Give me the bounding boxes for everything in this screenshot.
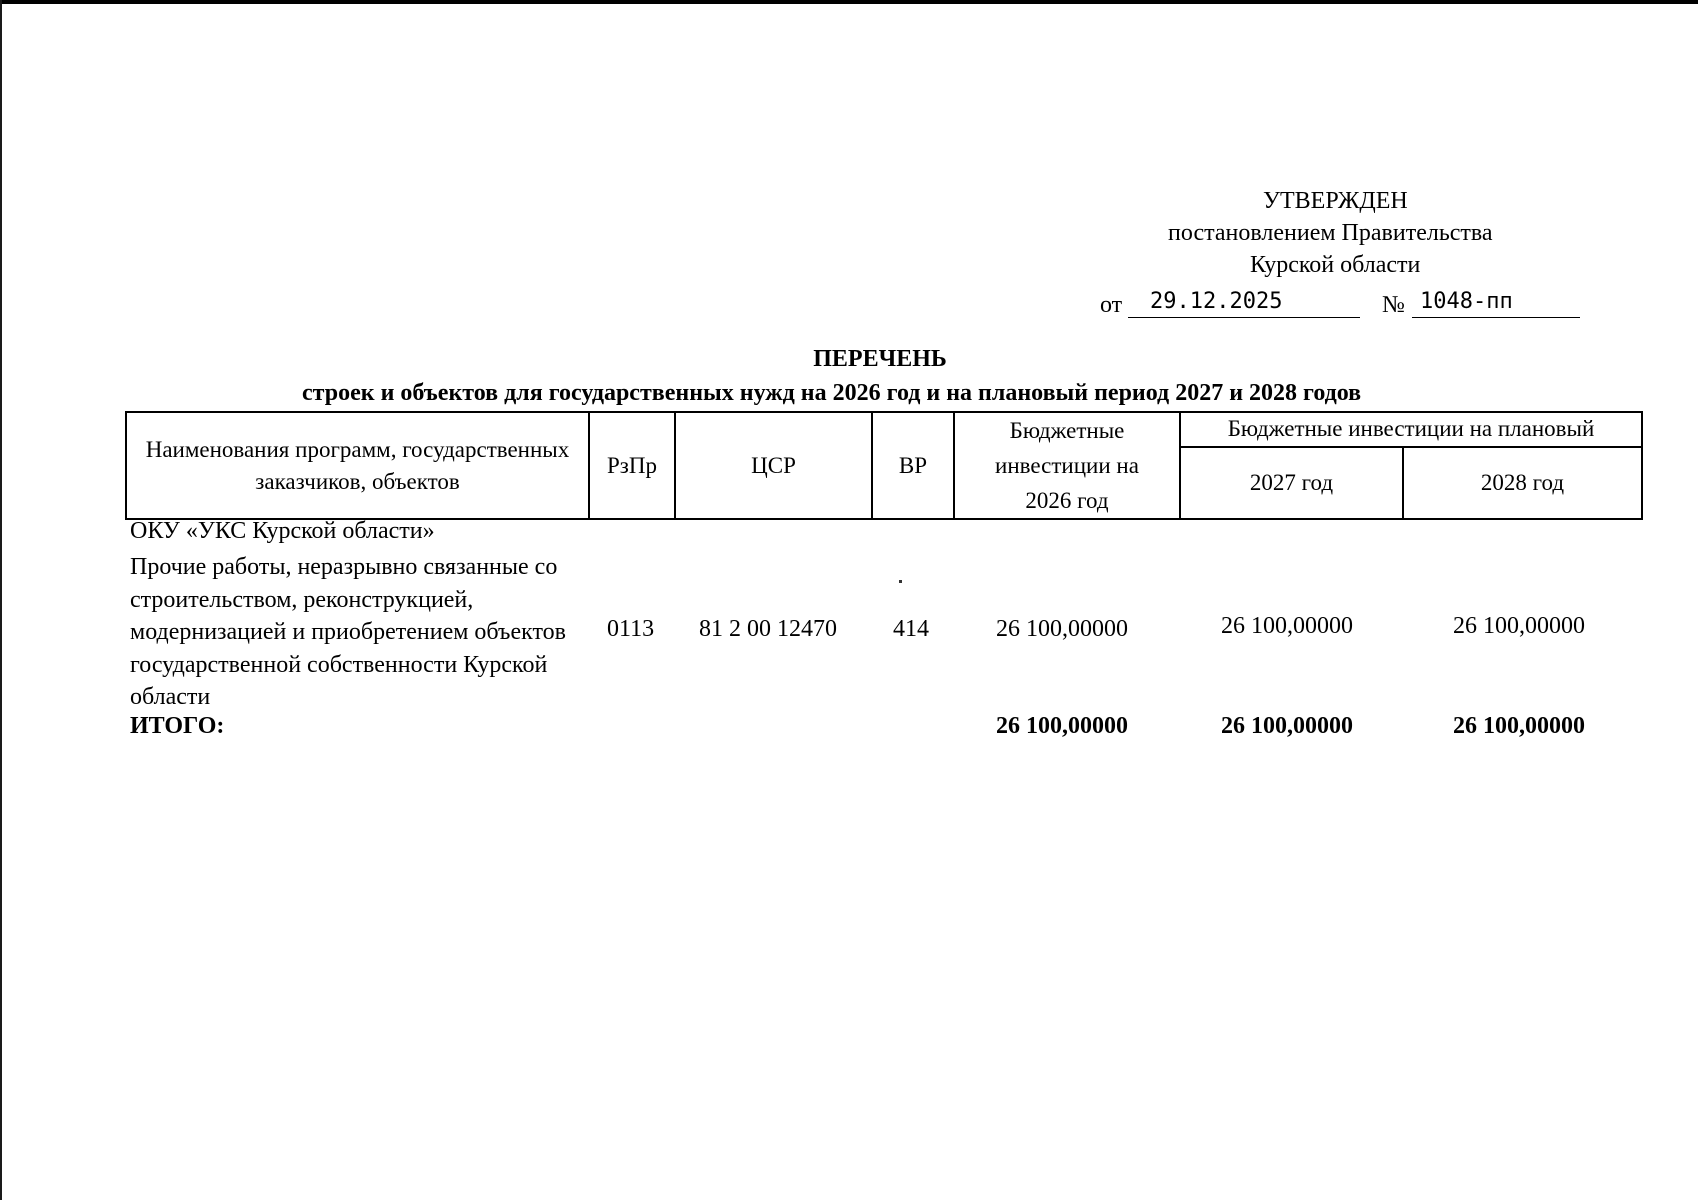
total-inv-2028: 26 100,00000 (1453, 713, 1585, 739)
row-vr: 414 (893, 616, 929, 642)
resolution-date: 29.12.2025 (1128, 288, 1360, 318)
approved-label: УТВЕРЖДЕН (1263, 188, 1408, 214)
header-name-label: Наименования программ, государственных заказчиков, объектов (145, 436, 570, 494)
header-csr: ЦСР (675, 412, 872, 519)
header-plan-period: Бюджетные инвестиции на плановый (1180, 412, 1642, 447)
total-label: ИТОГО: (130, 713, 225, 739)
total-inv-2026: 26 100,00000 (996, 713, 1128, 739)
row-csr: 81 2 00 12470 (699, 616, 837, 642)
row-inv-2028: 26 100,00000 (1453, 613, 1585, 639)
header-year-2027: 2027 год (1180, 447, 1403, 519)
row-rzpr: 0113 (607, 616, 655, 642)
region-label: Курской области (1250, 252, 1421, 278)
header-rzpr: РзПр (589, 412, 675, 519)
header-inv-2026-label: Бюджетные инвестиции на 2026 год (995, 418, 1139, 513)
header-year-2028: 2028 год (1403, 447, 1642, 519)
header-vr: ВР (872, 412, 954, 519)
row-inv-2026: 26 100,00000 (996, 616, 1128, 642)
document-title: ПЕРЕЧЕНЬ (813, 346, 947, 372)
document-subtitle: строек и объектов для государственных нужд на 2026 год и на плановый период 2027 и 2028 годов (302, 380, 1362, 406)
resolution-number: 1048-пп (1412, 288, 1580, 318)
row-inv-2027: 26 100,00000 (1221, 613, 1353, 639)
customer-name: ОКУ «УКС Курской области» (130, 518, 435, 544)
total-inv-2027: 26 100,00000 (1221, 713, 1353, 739)
date-prefix-label: от (1100, 292, 1123, 318)
number-prefix-label: № (1382, 292, 1405, 318)
row-name: Прочие работы, неразрывно связанные со строительством, реконструкцией, модернизацией и приобретением объектов государственной собственности Курской области (130, 554, 566, 710)
scan-speck (899, 580, 902, 583)
resolution-label: постановлением Правительства (1168, 220, 1493, 246)
